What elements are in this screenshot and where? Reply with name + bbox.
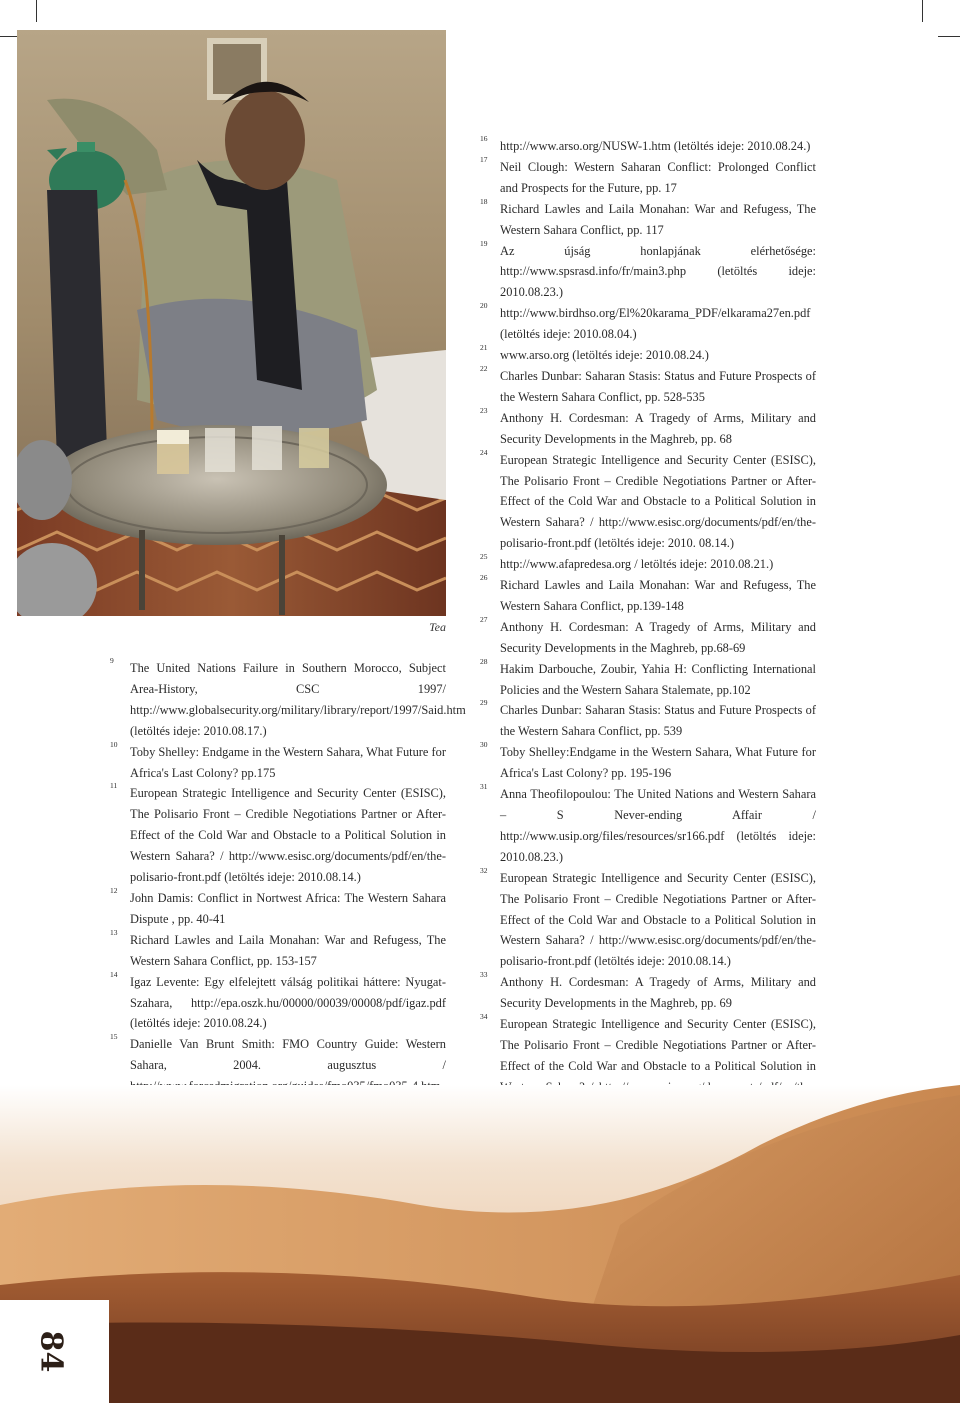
footnote (480, 656, 816, 701)
footnote-number: 20 (480, 301, 488, 311)
footnote-number: 22 (480, 363, 488, 373)
footnote (480, 238, 816, 304)
footnote-text: http://www.arso.org/NUSW-1.htm (letöltés ideje: 2010.08.24.) (500, 139, 811, 153)
footnote-text: European Strategic Intelligence and Security Center (ESISC), The Polisario Front – Credible Negotiations Partner or After-Effect of the Cold War and Obstacle to a Political Solution in Western Sahara? / http://www.esisc.org/documents/pdf/en/the-polisario-front.pdf (letöltés ideje: 2010.08.14.) (130, 786, 446, 885)
footnote-text: Neil Clough: Western Saharan Conflict: Prolonged Conflict and Prospects for the Future, pp. 17 (500, 159, 816, 195)
footnote-text: Charles Dunbar: Saharan Stasis: Status and Future Prospects of the Western Sahara Conflict, pp. 528-535 (500, 368, 816, 404)
footnote-text: Anthony H. Cordesman: A Tragedy of Arms, Military and Security Developments in the Maghreb, pp. 68 (500, 410, 816, 446)
footnote-text: Anna Theofilopoulou: The United Nations and Western Sahara – S Never-ending Affair / http://www.usip.org/files/resources/sr166.pdf (letöltés ideje: 2010.08.23.) (500, 787, 816, 864)
footnote (110, 739, 446, 784)
footnote (110, 656, 466, 742)
footnote-text: European Strategic Intelligence and Security Center (ESISC), The Polisario Front – Credible Negotiations Partner or After-Effect of the Cold War and Obstacle to a Political Solution in Western Sahara? / http://www.esisc.org/documents/pdf/en/the-polisario-front.pdf (letöltés ideje: 2010. 08.14.) (500, 452, 816, 551)
footnote-number: 18 (480, 196, 488, 206)
footnote (480, 134, 816, 157)
footnotes-right-column (480, 134, 816, 1119)
footnote-number: 28 (480, 656, 488, 666)
footnote-text: European Strategic Intelligence and Security Center (ESISC), The Polisario Front – Credible Negotiations Partner or After-Effect of the Cold War and Obstacle to a Political Solution in Western Sahara? / http://www.esisc.org/documents/pdf/en/the-polisario-front.pdf (letöltés ideje: 2010.08.14.) (500, 870, 816, 969)
footnote-number: 31 (480, 782, 488, 792)
footnote (480, 573, 816, 617)
footnote (480, 740, 816, 784)
footnote (110, 927, 446, 972)
footnote-text: Richard Lawles and Laila Monahan: War and Refugess, The Western Sahara Conflict, pp.139-148 (500, 578, 816, 613)
footnote-text: European Strategic Intelligence and Security Center (ESISC), The Polisario Front – Credible Negotiations Partner or After-Effect of the Cold War and Obstacle to a Political Solution in (500, 1017, 816, 1073)
crop-mark-top-right-v (922, 0, 923, 22)
desert-dunes-image (0, 1085, 960, 1403)
footnote-number: 13 (110, 927, 118, 937)
tea-photo (17, 30, 446, 616)
footnote-text: www.arso.org (letöltés ideje: 2010.08.24.) (500, 348, 709, 363)
footnote-number: 26 (480, 573, 488, 583)
footnote-number: 16 (480, 134, 488, 143)
footnotes-left-column (110, 656, 466, 1118)
footnote (480, 343, 816, 366)
footnote (110, 969, 446, 1035)
footnote-number: 9 (110, 656, 114, 665)
crop-mark-top-left-v (36, 0, 37, 22)
footnote-number: 33 (480, 970, 488, 980)
footnote (480, 614, 816, 659)
page-number-box (0, 1300, 109, 1403)
footnote-text: Anthony H. Cordesman: A Tragedy of Arms, Military and Security Developments in the Maghreb, pp. 69 (500, 975, 816, 1011)
footnote-number: 11 (110, 781, 118, 791)
page-number: 84 (33, 1330, 69, 1373)
footnote (480, 970, 816, 1014)
footnote (110, 885, 446, 930)
footnote-text: Anthony H. Cordesman: A Tragedy of Arms, Military and Security Developments in the Maghreb, pp.68-69 (500, 619, 816, 655)
footnote-number: 24 (480, 447, 488, 457)
footnote (110, 781, 446, 888)
footnote-number: 21 (480, 343, 488, 353)
footnote-number: 12 (110, 885, 118, 895)
footnote-number: 10 (110, 739, 118, 749)
footnote (480, 405, 816, 450)
footnote-text: Richard Lawles and Laila Monahan: War and Refugess, The Western Sahara Conflict, pp. 117 (500, 201, 816, 237)
footnote-number: 30 (480, 740, 488, 750)
footnote-text: http://www.birdhso.org/El%20karama_PDF/elkarama27en.pdf (letöltés ideje: 2010.08.04.) (500, 306, 811, 342)
footnote-text: John Damis: Conflict in Nortwest Africa: The Western Sahara Dispute , pp. 40-41 (130, 890, 446, 926)
footnote-number: 23 (480, 405, 488, 415)
footnote (480, 865, 816, 973)
footnote-text: Toby Shelley: Endgame in the Western Sahara, What Future for Africa's Last Colony? pp.175 (130, 744, 446, 780)
footnote-text: Charles Dunbar: Saharan Stasis: Status and Future Prospects of the Western Sahara Conflict, pp. 539 (500, 703, 816, 739)
footnote-text: http://www.afapredesa.org / letöltés ideje: 2010.08.21.) (500, 557, 774, 572)
footnote-number: 19 (480, 238, 488, 248)
footnote-text: Igaz Levente: Egy elfelejtett válság politikai háttere: Nyugat-Szahara, http://epa.oszk.hu/00000/00039/00008/pdf/igaz.pdf (letöltés ideje: 2010.08.24.) (130, 974, 446, 1031)
footnote-number: 17 (480, 154, 488, 164)
footnote-text: Danielle Van Brunt Smith: FMO Country Guide: Western Sahara, 2004. augusztus / (130, 1037, 446, 1073)
footnote-number: 27 (480, 614, 488, 624)
footnote-text: Richard Lawles and Laila Monahan: War and Refugess, The Western Sahara Conflict, pp. 153-157 (130, 932, 446, 968)
footnote-text: Hakim Darbouche, Zoubir, Yahia H: Conflicting International Policies and the Western Sahara Stalemate, pp.102 (500, 661, 816, 697)
footnote (480, 196, 816, 241)
footnote (480, 301, 816, 345)
footnote-text: The United Nations Failure in Southern Morocco, Subject Area-History, CSC 1997/ http://www.globalsecurity.org/military/library/report/1997/Said.htm (letöltés ideje: 2010.08.17.) (130, 661, 466, 738)
footnote (480, 782, 816, 868)
footnote (480, 447, 816, 555)
footnote (480, 154, 816, 199)
footnote-text: Az újság honlapjának elérhetősége: http://www.spsrasd.info/fr/main3.php (letöltés ideje: 2010.08.23.) (500, 243, 816, 300)
footnote-number: 32 (480, 865, 488, 875)
footnote-number: 25 (480, 552, 488, 562)
footnote (480, 698, 816, 742)
footnote-number: 29 (480, 698, 488, 708)
footnote-number: 14 (110, 969, 118, 979)
footnote-number: 15 (110, 1032, 118, 1042)
footnote-text: Toby Shelley:Endgame in the Western Sahara, What Future for Africa's Last Colony? pp. 195-196 (500, 745, 816, 781)
footnote (480, 363, 816, 408)
crop-mark-top-right-h (938, 36, 960, 37)
footnote (480, 552, 816, 575)
footnote-number: 34 (480, 1012, 488, 1022)
photo-caption: Tea (429, 620, 446, 634)
